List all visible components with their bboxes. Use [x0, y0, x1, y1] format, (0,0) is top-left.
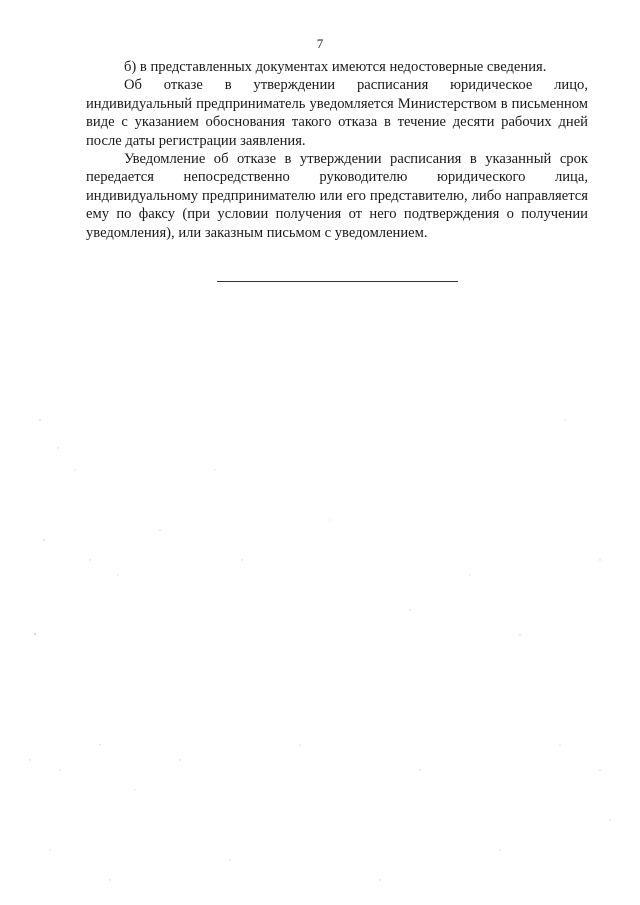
paragraph-refusal-notice: Об отказе в утверждении расписания юридическое лицо, индивидуальный предприниматель уведомляется Министерством в письменном виде с указанием обоснования такого отказа в течение десяти рабочих дней после даты регистрации заявления. [86, 77, 588, 149]
paragraph-item-b: б) в представленных документах имеются недостоверные сведения. [124, 59, 547, 75]
paragraph-notification-delivery: Уведомление об отказе в утверждении расписания в указанный срок передается непосредственно руководителю юридического лица, индивидуальному предпринимателю или его представителю, либо направляется ему по факсу (при условии получения от него подтверждения о получении уведомления), или заказным письмом с уведомлением. [86, 151, 588, 241]
document-body [86, 58, 588, 242]
page-number: 7 [316, 36, 324, 51]
end-separator-line [217, 281, 458, 282]
